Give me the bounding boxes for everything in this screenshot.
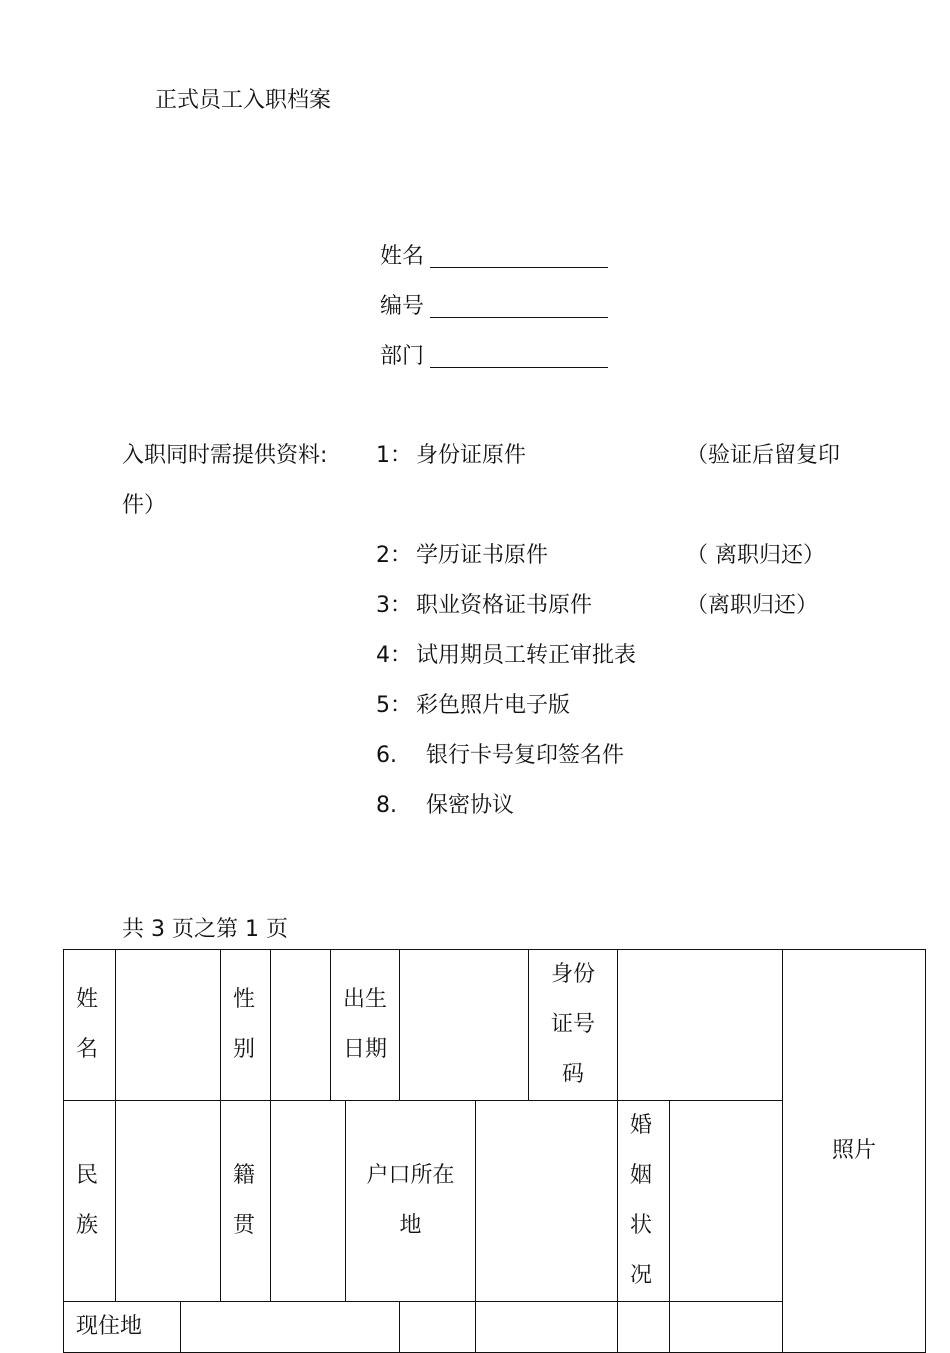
requirement-note: （ 离职归还） — [686, 543, 825, 568]
name-blank-line — [430, 245, 608, 268]
requirement-num: 8. — [376, 793, 397, 818]
native-value-cell[interactable] — [271, 1101, 346, 1302]
requirement-num: 5： — [376, 693, 412, 718]
marital-label-cell — [618, 1101, 670, 1302]
marital-label-1: 婚姻 — [630, 1113, 653, 1188]
name-value-cell[interactable] — [116, 950, 221, 1101]
requirement-note: （离职归还） — [686, 593, 819, 618]
name-label-1: 姓 — [76, 987, 99, 1012]
address-label: 现住地 — [76, 1314, 143, 1339]
gender-label-2: 别 — [233, 1037, 256, 1062]
birth-label-2: 日期 — [343, 1037, 388, 1062]
page-title: 正式员工入职档案 — [155, 88, 332, 113]
id-label-2: 证号 — [551, 1012, 596, 1037]
native-label-1: 籍 — [233, 1163, 256, 1188]
number-blank-line — [430, 295, 608, 318]
requirement-text: 银行卡号复印签名件 — [426, 743, 625, 768]
id-label-3: 码 — [562, 1062, 585, 1087]
birth-value-cell[interactable] — [400, 950, 529, 1101]
requirement-text: 身份证原件 — [416, 443, 527, 468]
ethnic-label-1: 民 — [76, 1163, 99, 1188]
cover-field-name — [380, 245, 608, 268]
requirement-text: 保密协议 — [426, 793, 515, 818]
id-value-cell[interactable] — [618, 950, 783, 1101]
hukou-label-1: 户口所在 — [366, 1163, 455, 1188]
photo-label: 照片 — [832, 1138, 877, 1163]
ethnic-value-cell[interactable] — [116, 1101, 221, 1302]
requirement-text: 彩色照片电子版 — [416, 693, 571, 718]
requirement-num: 1： — [376, 443, 412, 468]
requirement-text: 职业资格证书原件 — [416, 593, 593, 618]
employee-info-table — [63, 949, 926, 1353]
department-blank-line — [430, 345, 608, 368]
cover-field-name-label: 姓名 — [380, 244, 425, 269]
gender-label-cell — [221, 950, 271, 1101]
requirement-text: 学历证书原件 — [416, 543, 549, 568]
requirement-num: 4： — [376, 643, 412, 668]
native-label-cell — [221, 1101, 271, 1302]
requirement-num: 3： — [376, 593, 412, 618]
marital-label-2: 状况 — [630, 1213, 653, 1288]
hukou-label-2: 地 — [399, 1213, 422, 1238]
cover-field-number-label: 编号 — [380, 294, 425, 319]
marital-value-cell[interactable] — [670, 1101, 926, 1302]
requirement-text: 试用期员工转正审批表 — [416, 643, 637, 668]
requirement-num: 2： — [376, 543, 412, 568]
requirement-note: （验证后留复印 — [686, 443, 841, 468]
id-label-cell — [529, 950, 618, 1101]
ethnic-label-2: 族 — [76, 1213, 99, 1238]
hukou-value-cell[interactable] — [476, 1101, 618, 1302]
gender-label-1: 性 — [233, 987, 256, 1012]
cover-field-number — [380, 295, 608, 318]
native-label-2: 贯 — [233, 1213, 256, 1238]
cover-field-department-label: 部门 — [380, 344, 425, 369]
name-label-2: 名 — [76, 1037, 99, 1062]
birth-label-1: 出生 — [343, 987, 388, 1012]
gender-value-cell[interactable] — [271, 950, 331, 1101]
name-label-cell — [64, 950, 116, 1101]
requirement-num: 6. — [376, 743, 397, 768]
requirements-continuation: 件） — [122, 493, 167, 518]
page-info: 共 3 页之第 1 页 — [122, 917, 288, 942]
hukou-label-cell — [346, 1101, 476, 1302]
birth-label-cell — [331, 950, 400, 1101]
requirements-label: 入职同时需提供资料: — [122, 443, 328, 468]
cover-field-department — [380, 345, 608, 368]
id-label-1: 身份 — [551, 962, 596, 987]
ethnic-label-cell — [64, 1101, 116, 1302]
